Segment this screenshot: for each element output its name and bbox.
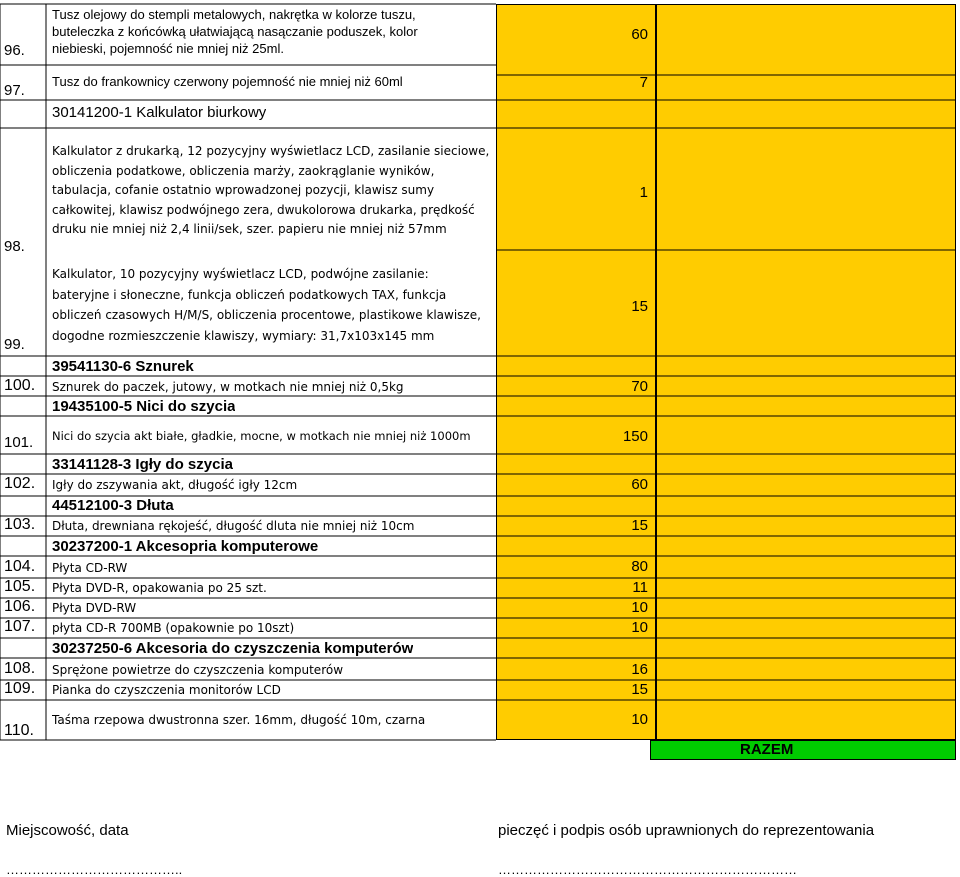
row-description (52, 142, 494, 240)
row-quantity: 15 (631, 517, 648, 534)
row-number: 103. (4, 516, 36, 533)
row-description: Sprężone powietrze do czyszczenia komputerów (52, 663, 344, 677)
desc-line: bateryjne i słoneczne, funkcja obliczeń podatkowych TAX, funkcja (52, 287, 447, 302)
row-number: 101. (4, 434, 34, 451)
row-quantity: 70 (631, 378, 648, 395)
category-header: 39541130-6 Sznurek (52, 358, 194, 375)
row-quantity: 10 (631, 619, 648, 636)
row-quantity: 11 (632, 579, 648, 596)
place-date-line: ………………………………….. (6, 862, 183, 877)
total-cell[interactable] (650, 740, 956, 760)
row-number: 99. (4, 336, 25, 353)
row-number: 105. (4, 578, 36, 595)
row-number: 106. (4, 598, 36, 615)
category-header: 30237250-6 Akcesoria do czyszczenia komputerów (52, 640, 414, 657)
total-label: RAZEM (740, 741, 794, 758)
row-number: 110. (4, 722, 34, 739)
desc-line: Kalkulator, 10 pozycyjny wyświetlacz LCD, podwójne zasilanie: (52, 267, 429, 281)
desc-line: Kalkulator z drukarką, 12 pozycyjny wyświetlacz LCD, zasilanie sieciowe, (52, 144, 490, 158)
row-number: 107. (4, 618, 36, 635)
price-column-b[interactable] (656, 4, 956, 740)
place-date-label: Miejscowość, data (6, 822, 129, 839)
row-quantity: 16 (631, 661, 648, 678)
desc-line: obliczeń czasowych H/M/S, obliczenia procentowe, plastikowe klawisze, (52, 308, 481, 322)
signature-line: …………………………………………………………… (498, 862, 797, 877)
desc-line: tabulacja, cofanie ostatnio wprowadzonej pozycji, klawisz sumy (52, 183, 435, 197)
row-description: Płyta DVD-RW (52, 601, 137, 615)
row-description (52, 6, 492, 57)
row-number: 100. (4, 377, 36, 394)
desc-line: buteleczka z końcówką ułatwiającą nasączanie poduszek, kolor (52, 24, 418, 39)
row-number: 98. (4, 238, 25, 255)
row-description: Płyta DVD-R, opakowania po 25 szt. (52, 581, 267, 595)
row-quantity: 10 (631, 599, 648, 616)
row-quantity: 1 (639, 184, 648, 201)
row-number: 102. (4, 475, 36, 492)
desc-line: druku nie mniej niż 2,4 linii/sek, szer. papieru nie mniej niż 57mm (52, 222, 447, 236)
row-description: Płyta CD-RW (52, 561, 128, 575)
desc-line: dogodne rozmieszczenie klawiszy, wymiary: 31,7x103x145 mm (52, 328, 435, 343)
desc-line: całkowitej, klawisz podwójnego zera, dwukolorowa drukarka, prędkość (52, 202, 475, 217)
row-description: płyta CD-R 700MB (opakownie po 10szt) (52, 621, 295, 635)
row-description: Nici do szycia akt białe, gładkie, mocne, w motkach nie mniej niż 1000m (52, 429, 471, 443)
row-quantity: 10 (631, 711, 648, 728)
row-number: 96. (4, 42, 25, 59)
row-description: Taśma rzepowa dwustronna szer. 16mm, długość 10m, czarna (52, 713, 426, 727)
row-quantity: 15 (631, 681, 648, 698)
category-header: 30237200-1 Akcesopria komputerowe (52, 538, 319, 555)
row-quantity: 150 (622, 428, 648, 445)
row-quantity: 60 (631, 476, 648, 493)
row-number: 104. (4, 558, 36, 575)
row-description: Sznurek do paczek, jutowy, w motkach nie mniej niż 0,5kg (52, 380, 404, 394)
row-description: Tusz do frankownicy czerwony pojemność nie mniej niż 60ml (52, 74, 403, 89)
row-description: Pianka do czyszczenia monitorów LCD (52, 683, 281, 697)
signature-label: pieczęć i podpis osób uprawnionych do reprezentowania (498, 822, 875, 839)
category-header: 33141128-3 Igły do szycia (52, 456, 233, 473)
row-quantity: 80 (631, 558, 648, 575)
row-quantity: 60 (631, 26, 648, 43)
row-number: 109. (4, 680, 36, 697)
row-quantity: 7 (639, 74, 648, 91)
row-number: 108. (4, 660, 36, 677)
row-description: Igły do zszywania akt, długość igły 12cm (52, 478, 298, 492)
category-header: 19435100-5 Nici do szycia (52, 398, 236, 415)
desc-line: Tusz olejowy do stempli metalowych, nakrętka w kolorze tuszu, (52, 7, 416, 22)
desc-line: niebieski, pojemność nie mniej niż 25ml. (52, 41, 284, 56)
row-number: 97. (4, 82, 25, 99)
row-quantity: 15 (631, 298, 648, 315)
row-description (52, 264, 494, 346)
category-header: 30141200-1 Kalkulator biurkowy (52, 104, 267, 121)
desc-line: obliczenia podatkowe, obliczenia marży, zaokrąglanie wyników, (52, 163, 435, 178)
category-header: 44512100-3 Dłuta (52, 497, 174, 514)
row-description: Dłuta, drewniana rękojeść, długość dluta nie mniej niż 10cm (52, 519, 415, 533)
